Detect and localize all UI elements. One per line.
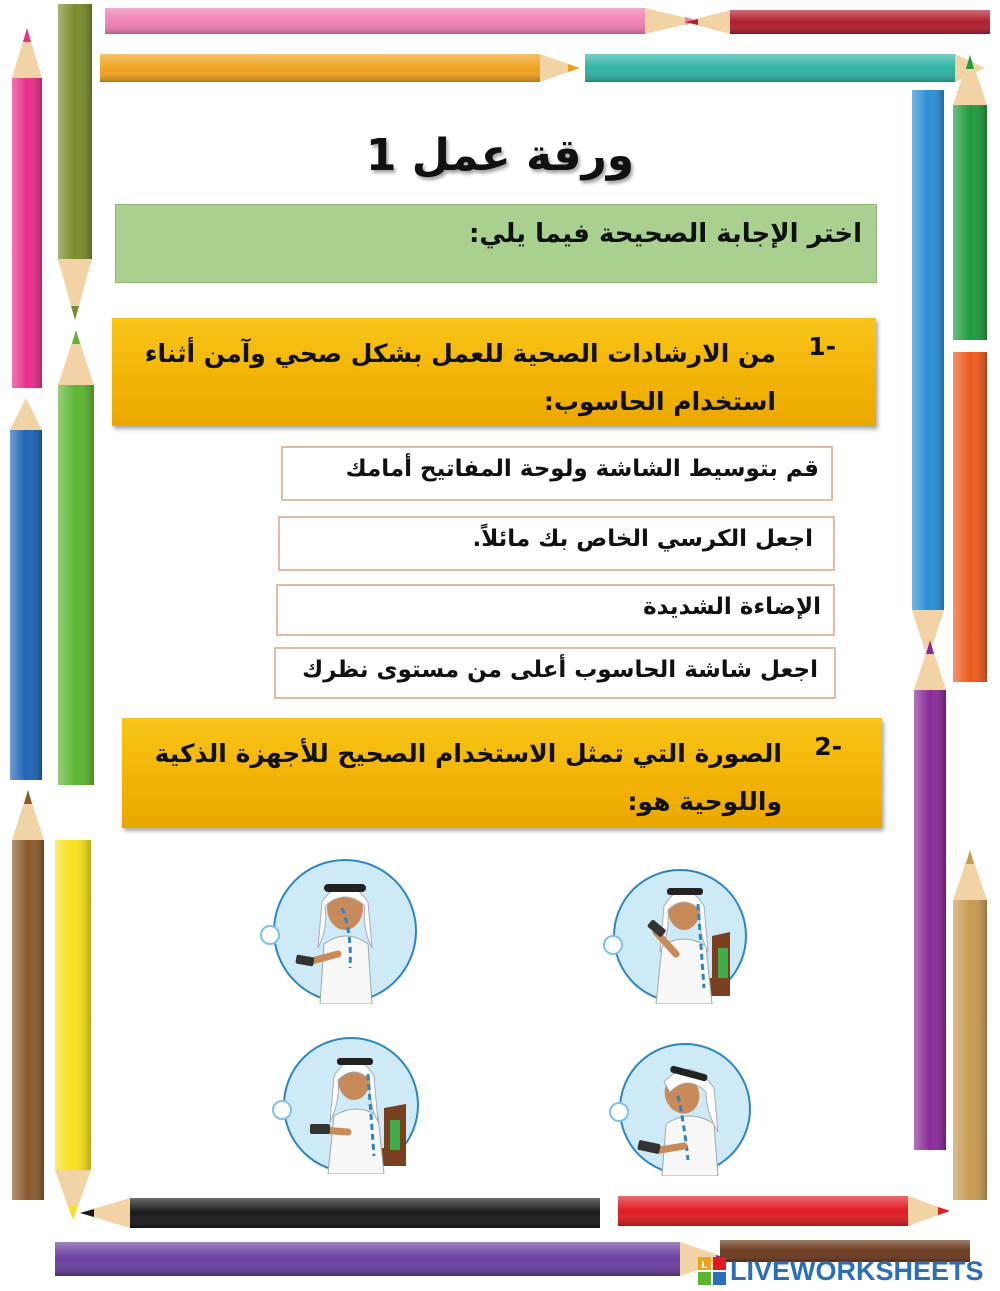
pencil-green-right [953,55,987,340]
picture-2-radio[interactable] [603,935,623,955]
answer-option-3[interactable] [276,584,835,636]
liveworksheets-logo [698,1256,984,1286]
picture-3-radio[interactable] [272,1100,292,1120]
pencil-pink-top [105,8,700,34]
liveworksheets-text: LIVEWORKSHEETS [730,1255,984,1286]
question-2-number: 2- [814,732,842,761]
answer-option-4-label: اجعل شاشة الحاسوب أعلى من مستوى نظرك [302,657,818,683]
answer-option-4[interactable] [274,647,836,699]
page-title: ورقة عمل 1 [365,130,635,181]
man-phone-chair-upright-icon [282,1036,420,1174]
instruction-banner [115,204,877,283]
question-1-banner [112,318,876,426]
answer-option-1-label: قم بتوسيط الشاشة ولوحة المفاتيح أمامك [345,456,819,482]
pencil-skyblue-right [912,90,944,660]
answer-option-2[interactable] [278,516,835,571]
pencil-orange-top [100,54,580,82]
pencil-tan-right [953,850,987,1200]
answer-option-1[interactable] [281,446,833,501]
question-1-line1: من الارشادات الصحية للعمل بشكل صحي وآمن أثناء [144,339,776,368]
picture-4-radio[interactable] [609,1102,629,1122]
question-2-text [155,730,782,826]
pencil-brown-left [12,790,44,1200]
pencil-darkred-top [685,10,990,34]
logo-letter-l: L [701,1260,708,1271]
picture-1-radio[interactable] [260,925,280,945]
question-1-number: 1- [808,332,836,361]
question-2-line2: واللوحية هو: [627,787,782,816]
question-2-banner [122,718,882,828]
answer-option-2-label: اجعل الكرسي الخاص بك مائلاً. [472,526,813,552]
pencil-magenta-left [12,28,42,388]
pencil-olive-left [58,4,92,320]
question-1-line2: استخدام الحاسوب: [543,387,776,416]
pencil-yellow-left [55,840,91,1220]
question-1-text [145,330,776,426]
pencil-orange-right [953,352,987,682]
pencil-teal-top [585,54,985,82]
pencil-purple-right [914,640,946,1150]
pencil-blue-left [10,398,42,780]
answer-option-3-label: الإضاءة الشديدة [643,594,821,620]
liveworksheets-blocks-icon [698,1257,726,1285]
man-phone-head-down-icon [618,1042,752,1176]
pencil-green-left [58,330,94,785]
man-phone-standing-icon [272,858,418,1004]
instruction-text: اختر الإجابة الصحيحة فيما يلي: [468,219,862,249]
question-2-line1: الصورة التي تمثل الاستخدام الصحيح للأجهزة الذكية [154,739,782,768]
man-phone-chair-upright-icon [612,868,748,1004]
pencil-red-bottom [618,1196,950,1226]
pencil-purple-bottom [55,1242,730,1276]
pencil-black-bottom [80,1198,600,1228]
